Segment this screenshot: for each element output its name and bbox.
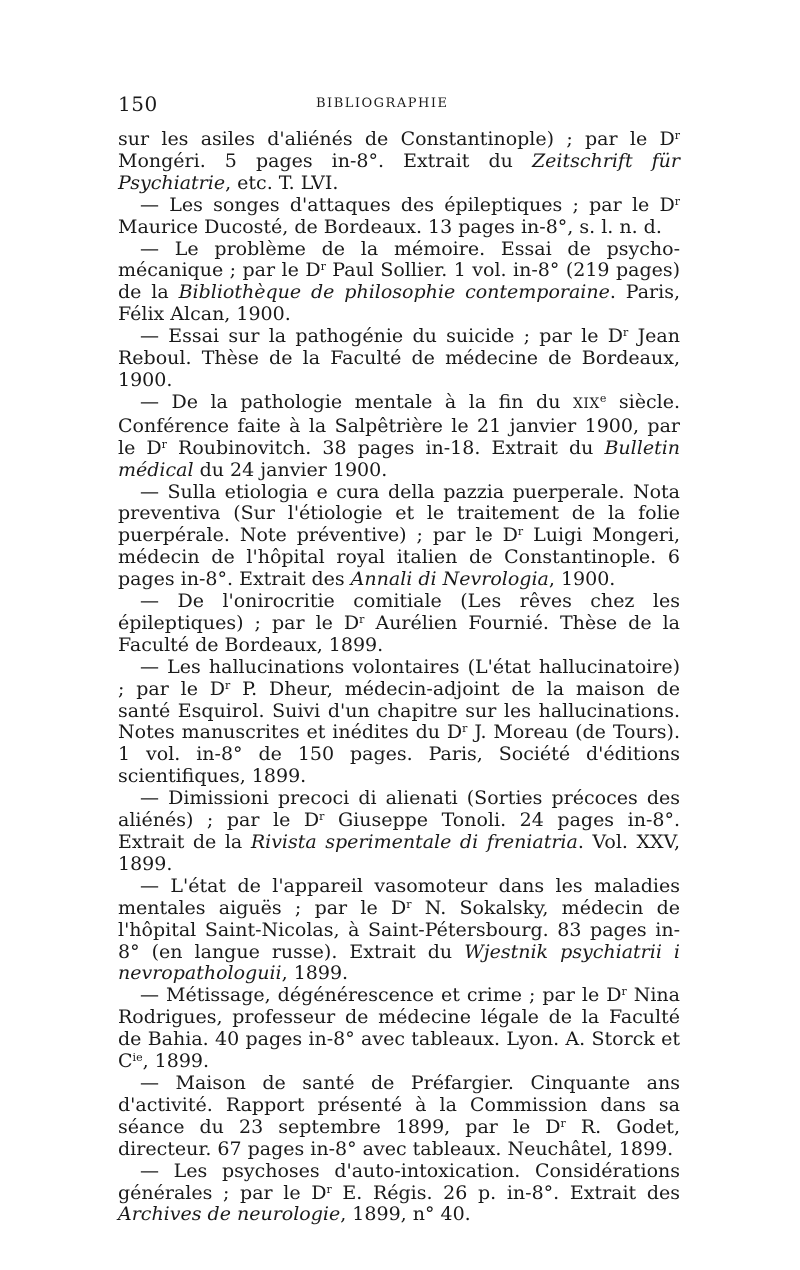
bibliography-entry: — Les psychoses d'auto-intoxication. Considérations générales ; par le $D^r$ E. Régis. 26 p. in-8°. Extrait des Archives de neurologie, 1899, n° 40. <box>118 1159 680 1226</box>
bibliography-text <box>118 129 680 1226</box>
running-title: BIBLIOGRAPHIE <box>316 96 449 111</box>
page-number: 150 <box>118 92 158 116</box>
bibliography-entry: — De la pathologie mentale à la fin du XIXe siècle. Conférence faite à la Salpêtrière le 21 janvier 1900, par le $D^r$ Roubinovitch. 38 pages in-18. Extrait du Bulletin médical du 24 janvier 1900. <box>118 390 681 481</box>
running-head <box>118 92 680 116</box>
bibliography-entry: — Essai sur la pathogénie du suicide ; par le $D^r$ Jean Reboul. Thèse de la Faculté de médecine de Bordeaux, 1900. <box>118 325 680 391</box>
bibliography-entry: — L'état de l'appareil vasomoteur dans les maladies mentales aiguës ; par le $D^r$ N. Sokalsky, médecin de l'hôpital Saint-Nicolas, à Saint-Pétersbourg. 83 pages in-8° (en langue russe). Extrait du Wjestnik psychiatrii i nevropathologuii, 1899. <box>118 874 680 985</box>
bibliography-entry: — De l'onirocritie comitiale (Les rêves chez les épileptiques) ; par le $D^r$ Aurélien Fournié. Thèse de la Faculté de Bordeaux, 1899. <box>118 590 681 656</box>
bibliography-entry: — Maison de santé de Préfargier. Cinquante ans d'activité. Rapport présenté à la Commission dans sa séance du 23 septembre 1899, par le $D^r$ R. Godet, directeur. 67 pages in-8° avec tableaux. Neuchâtel, 1899. <box>118 1071 680 1160</box>
bibliography-entry: — Sulla etiologia e cura della pazzia puerperale. Nota preventiva (Sur l'étiologie et le traitement de la folie puerpérale. Note préventive) ; par le $D^r$ Luigi Mongeri, médecin de l'hôpital royal italien de Constantinople. 6 pages in-8°. Extrait des Annali di Nevrologia, 1900. <box>118 480 680 591</box>
bibliography-entry: — Le problème de la mémoire. Essai de psycho-mécanique ; par le $D^r$ Paul Sollier. 1 vol. in-8° (219 pages) de la Bibliothèque de philosophie contemporaine. Paris, Félix Alcan, 1900. <box>118 237 681 326</box>
bibliography-entry: — Les songes d'attaques des épileptiques ; par le $D^r$ Maurice Ducosté, de Bordeaux. 13 pages in-8°, s. l. n. d. <box>118 193 680 238</box>
bibliography-entry: — Dimissioni precoci di alienati (Sorties précoces des aliénés) ; par le $D^r$ Giuseppe Tonoli. 24 pages in-8°. Extrait de la Rivista sperimentale di freniatria. Vol. XXV, 1899. <box>118 787 680 875</box>
bibliography-entry: — Métissage, dégénérescence et crime ; par le $D^r$ Nina Rodrigues, professeur de médecine légale de la Faculté de Bahia. 40 pages in-8° avec tableaux. Lyon. A. Storck et $C^{ie}$, 1899. <box>118 984 680 1073</box>
bibliography-entry: sur les asiles d'aliénés de Constantinople) ; par le $D^r$ Mongéri. 5 pages in-8°. Extrait du Zeitschrift für Psychiatrie, etc. T. LVI. <box>118 128 680 194</box>
bibliography-entry: — Les hallucinations volontaires (L'état hallucinatoire) ; par le $D^r$ P. Dheur, médecin-adjoint de la maison de santé Esquirol. Suivi d'un chapitre sur les hallucinations. Notes manuscrites et inédites du $D^r$ J. Moreau (de Tours). 1 vol. in-8° de 150 pages. Paris, Société d'éditions scientifiques, 1899. <box>118 655 680 788</box>
